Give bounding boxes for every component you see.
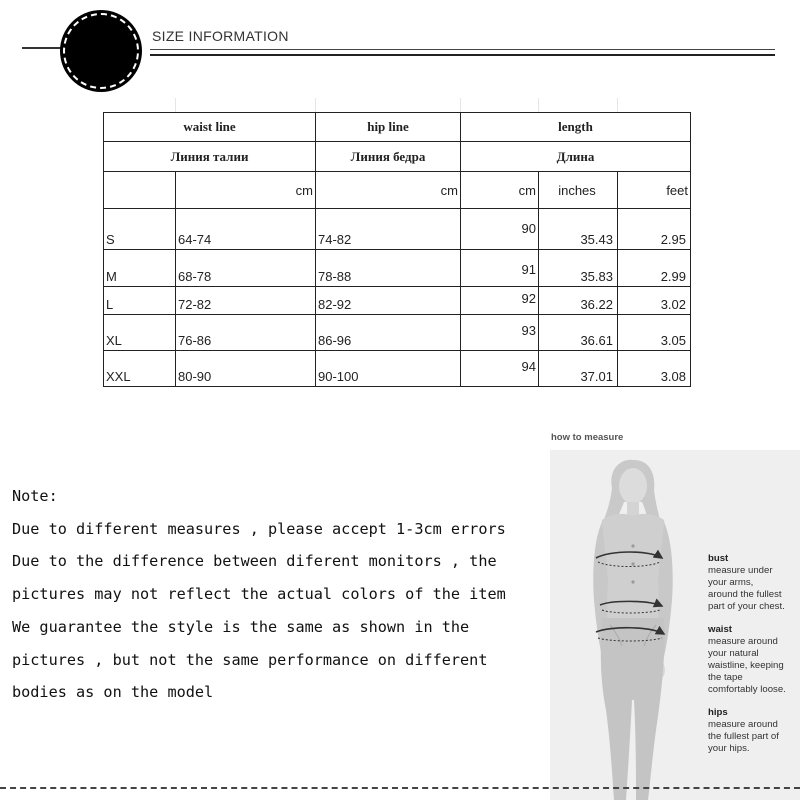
grid-guide bbox=[460, 98, 461, 112]
page-title: SIZE INFORMATION bbox=[152, 28, 289, 44]
hips-heading: hips bbox=[708, 707, 728, 718]
waist-line: comfortably loose. bbox=[708, 684, 786, 695]
grid-guide bbox=[538, 98, 539, 112]
length-cm-cell: 93 bbox=[461, 315, 539, 351]
length-cm-cell: 92 bbox=[461, 287, 539, 315]
note-block bbox=[12, 480, 557, 709]
header-badge-stitch bbox=[63, 13, 139, 89]
length-inches-cell: 36.22 bbox=[539, 287, 618, 315]
bust-line: around the fullest bbox=[708, 589, 782, 600]
waist-cell: 72-82 bbox=[176, 287, 316, 315]
note-line: We guarantee the style is the same as shown in the bbox=[12, 617, 470, 636]
header-rule-left bbox=[22, 47, 62, 49]
hips-line: your hips. bbox=[708, 743, 750, 754]
length-inches-cell: 36.61 bbox=[539, 315, 618, 351]
grid-guide bbox=[617, 98, 618, 112]
waist-cell: 64-74 bbox=[176, 209, 316, 250]
table-row bbox=[104, 209, 691, 250]
note-line: Due to different measures , please accept 1-3cm errors bbox=[12, 519, 506, 538]
size-cell: XXL bbox=[104, 351, 176, 387]
table-row bbox=[104, 250, 691, 287]
length-feet-cell: 3.05 bbox=[618, 315, 691, 351]
hip-header-ru: Линия бедра bbox=[316, 142, 461, 172]
bust-line: your arms, bbox=[708, 577, 754, 588]
waist-header-en: waist line bbox=[104, 113, 316, 142]
length-inches-cell: 37.01 bbox=[539, 351, 618, 387]
length-feet-cell: 2.95 bbox=[618, 209, 691, 250]
length-feet-cell: 3.02 bbox=[618, 287, 691, 315]
grid-guide bbox=[315, 98, 316, 112]
table-units-row bbox=[104, 172, 691, 209]
note-line: bodies as on the model bbox=[12, 683, 214, 702]
length-header-en: length bbox=[461, 113, 691, 142]
header-rule-thick bbox=[150, 54, 775, 56]
size-cell: S bbox=[104, 209, 176, 250]
unit-waist-cm: cm bbox=[176, 172, 316, 209]
note-line: Due to the difference between diferent monitors , the bbox=[12, 552, 497, 571]
bottom-dashed-rule bbox=[0, 787, 800, 789]
hip-cell: 74-82 bbox=[316, 209, 461, 250]
size-cell: XL bbox=[104, 315, 176, 351]
grid-guide bbox=[175, 98, 176, 112]
waist-heading: waist bbox=[708, 624, 732, 635]
table-row bbox=[104, 351, 691, 387]
how-to-measure-title: how to measure bbox=[551, 432, 624, 443]
table-header-row-ru bbox=[104, 142, 691, 172]
waist-header-ru: Линия талии bbox=[104, 142, 316, 172]
unit-length-cm: cm bbox=[461, 172, 539, 209]
waist-line: your natural bbox=[708, 648, 759, 659]
bust-heading: bust bbox=[708, 553, 729, 564]
waist-line: waistline, keeping bbox=[708, 660, 784, 671]
hips-instructions bbox=[708, 707, 800, 755]
length-header-ru: Длина bbox=[461, 142, 691, 172]
hip-cell: 78-88 bbox=[316, 250, 461, 287]
waist-cell: 76-86 bbox=[176, 315, 316, 351]
hip-cell: 90-100 bbox=[316, 351, 461, 387]
unit-length-feet: feet bbox=[618, 172, 691, 209]
length-feet-cell: 2.99 bbox=[618, 250, 691, 287]
unit-length-inches: inches bbox=[539, 172, 618, 209]
length-cm-cell: 91 bbox=[461, 250, 539, 287]
table-row bbox=[104, 287, 691, 315]
note-heading: Note: bbox=[12, 487, 58, 505]
table-row bbox=[104, 315, 691, 351]
length-inches-cell: 35.83 bbox=[539, 250, 618, 287]
size-cell: M bbox=[104, 250, 176, 287]
waist-cell: 68-78 bbox=[176, 250, 316, 287]
hips-line: measure around bbox=[708, 719, 778, 730]
header-rule-thin bbox=[150, 49, 775, 50]
bust-line: part of your chest. bbox=[708, 601, 785, 612]
note-line: pictures , but not the same performance on different bbox=[12, 650, 488, 669]
waist-instructions bbox=[708, 624, 800, 696]
unit-hip-cm: cm bbox=[316, 172, 461, 209]
size-table bbox=[103, 112, 691, 387]
waist-line: the tape bbox=[708, 672, 743, 683]
hips-line: the fullest part of bbox=[708, 731, 779, 742]
waist-cell: 80-90 bbox=[176, 351, 316, 387]
table-header-row-en bbox=[104, 113, 691, 142]
bust-instructions bbox=[708, 553, 800, 613]
units-empty-cell bbox=[104, 172, 176, 209]
length-cm-cell: 94 bbox=[461, 351, 539, 387]
hip-cell: 82-92 bbox=[316, 287, 461, 315]
size-cell: L bbox=[104, 287, 176, 315]
hip-header-en: hip line bbox=[316, 113, 461, 142]
how-to-measure-panel bbox=[550, 450, 800, 800]
note-line: pictures may not reflect the actual colors of the item bbox=[12, 585, 506, 604]
waist-line: measure around bbox=[708, 636, 778, 647]
hip-cell: 86-96 bbox=[316, 315, 461, 351]
length-feet-cell: 3.08 bbox=[618, 351, 691, 387]
bust-line: measure under bbox=[708, 565, 773, 576]
length-inches-cell: 35.43 bbox=[539, 209, 618, 250]
length-cm-cell: 90 bbox=[461, 209, 539, 250]
